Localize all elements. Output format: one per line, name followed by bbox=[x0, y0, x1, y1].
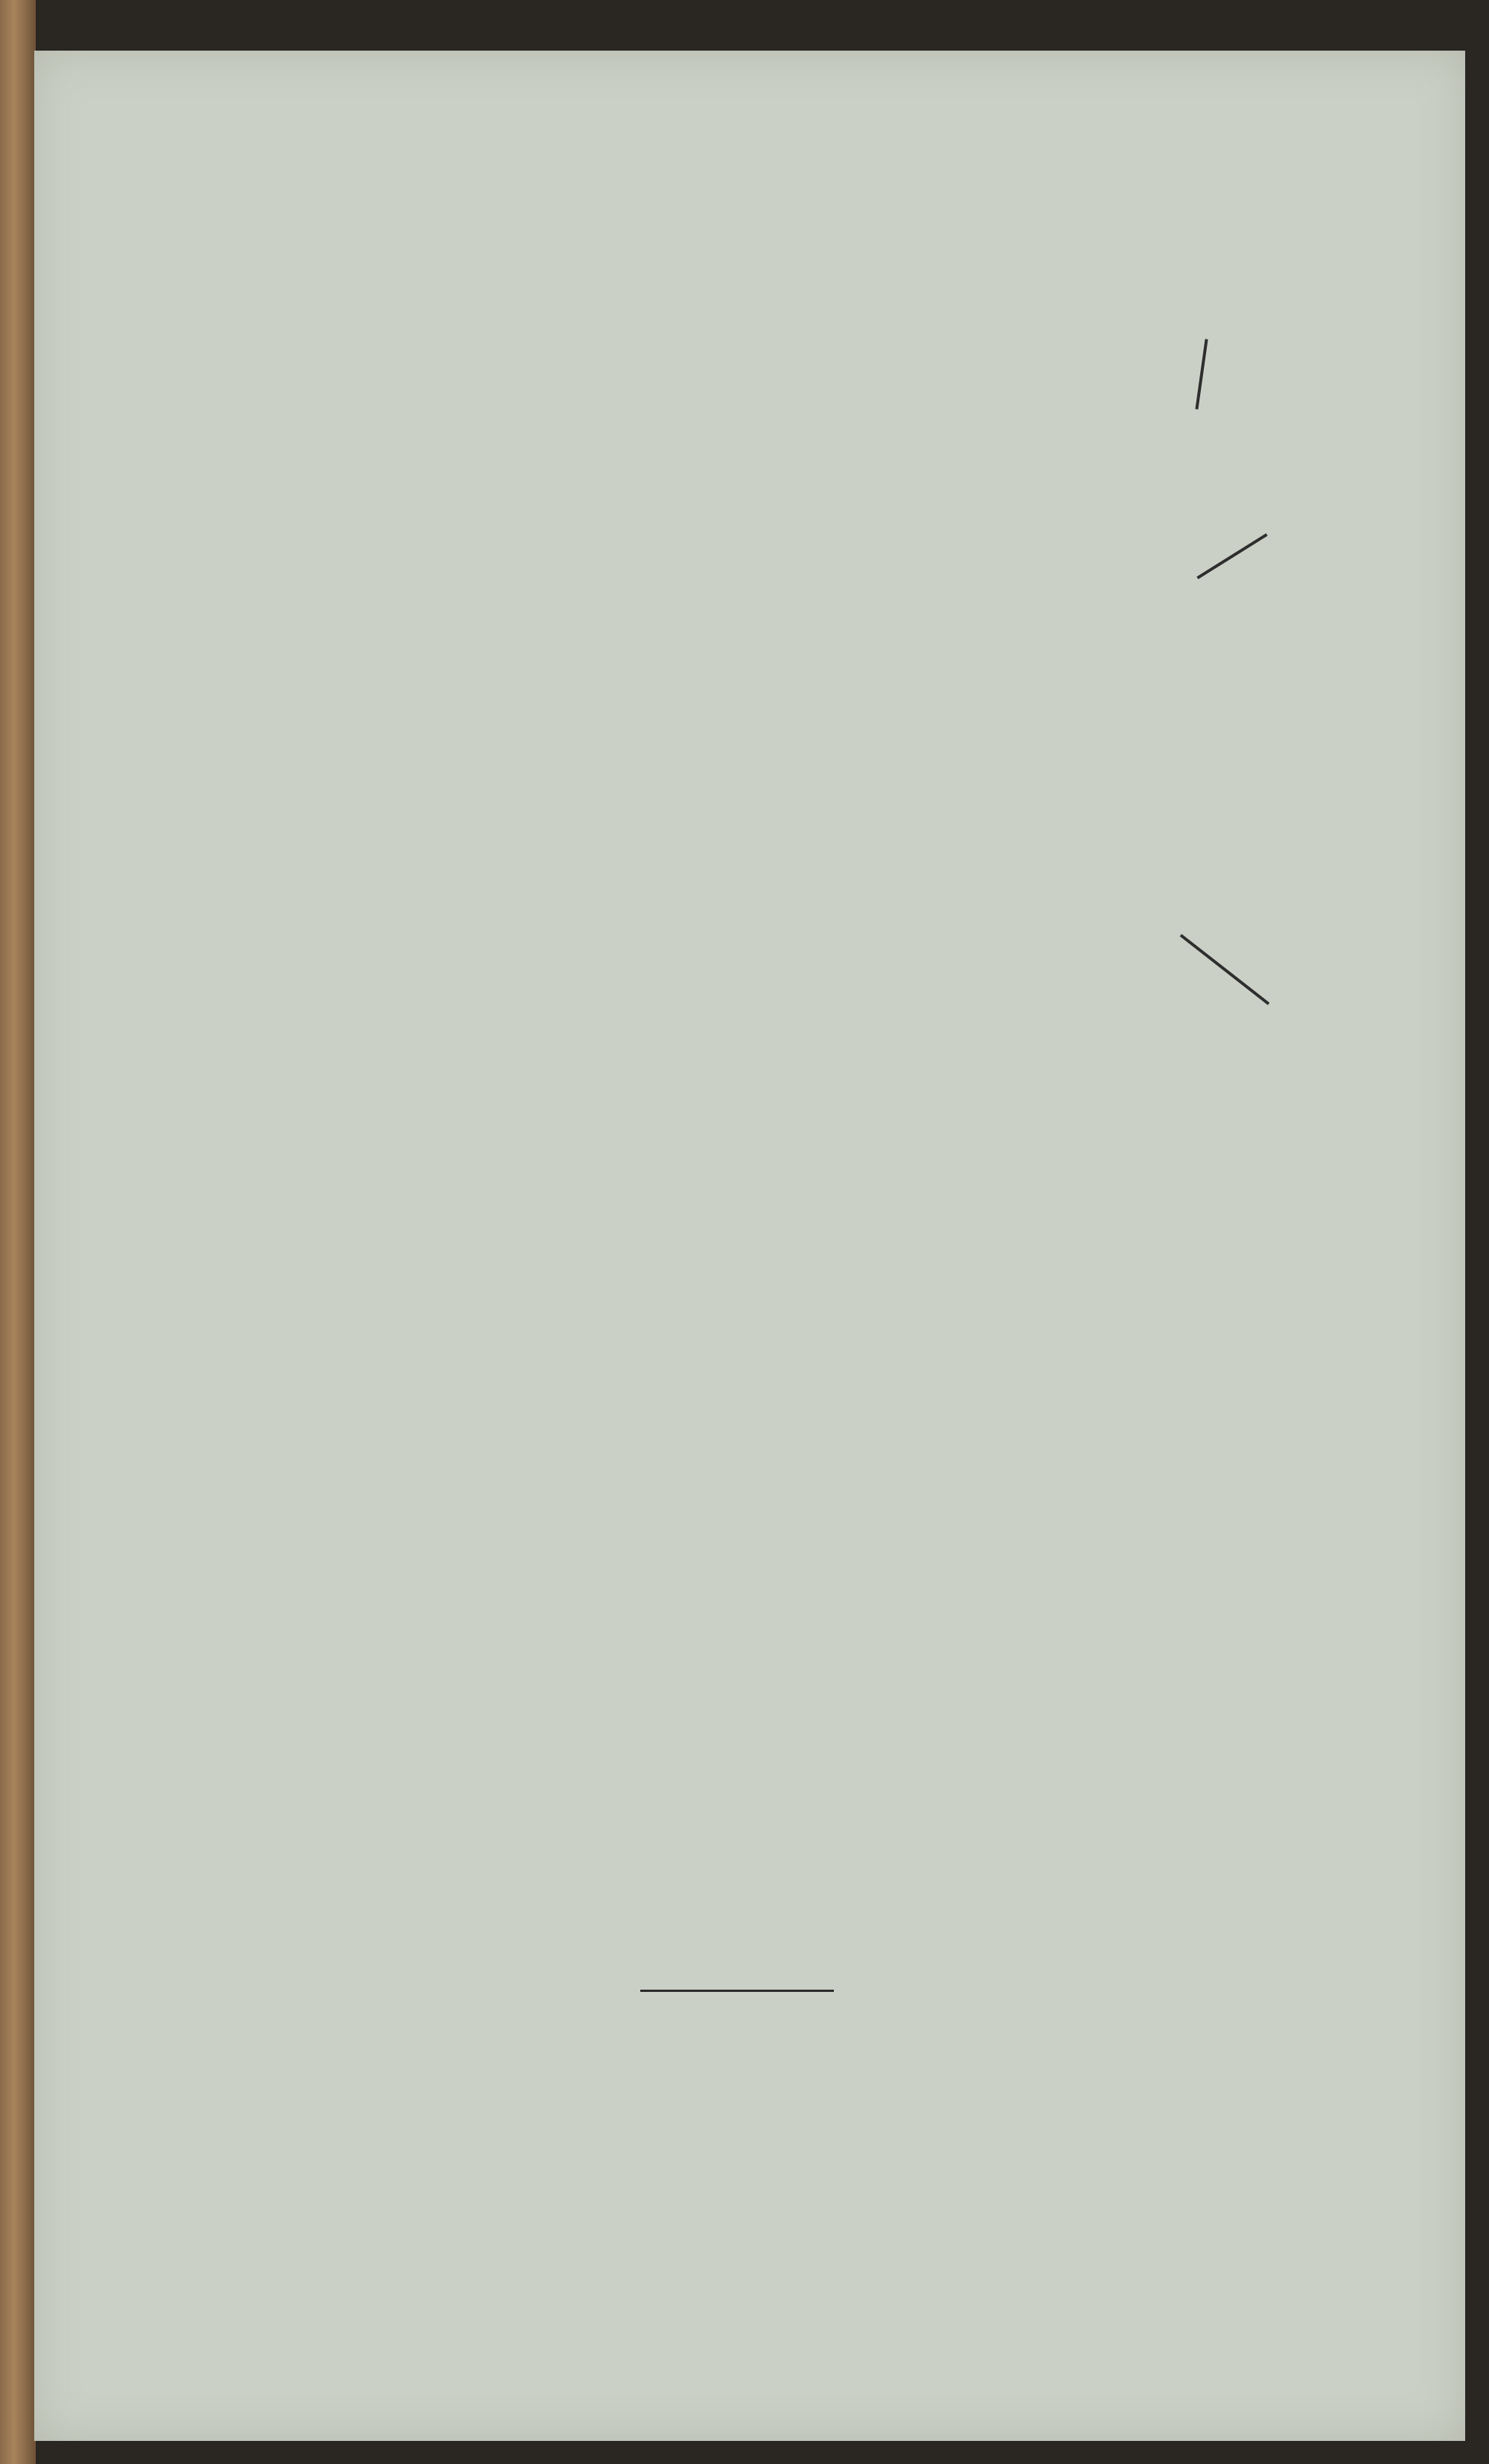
end-rule bbox=[640, 1990, 834, 1992]
body-text bbox=[197, 366, 1247, 1839]
book-spine-edge bbox=[0, 0, 36, 2464]
